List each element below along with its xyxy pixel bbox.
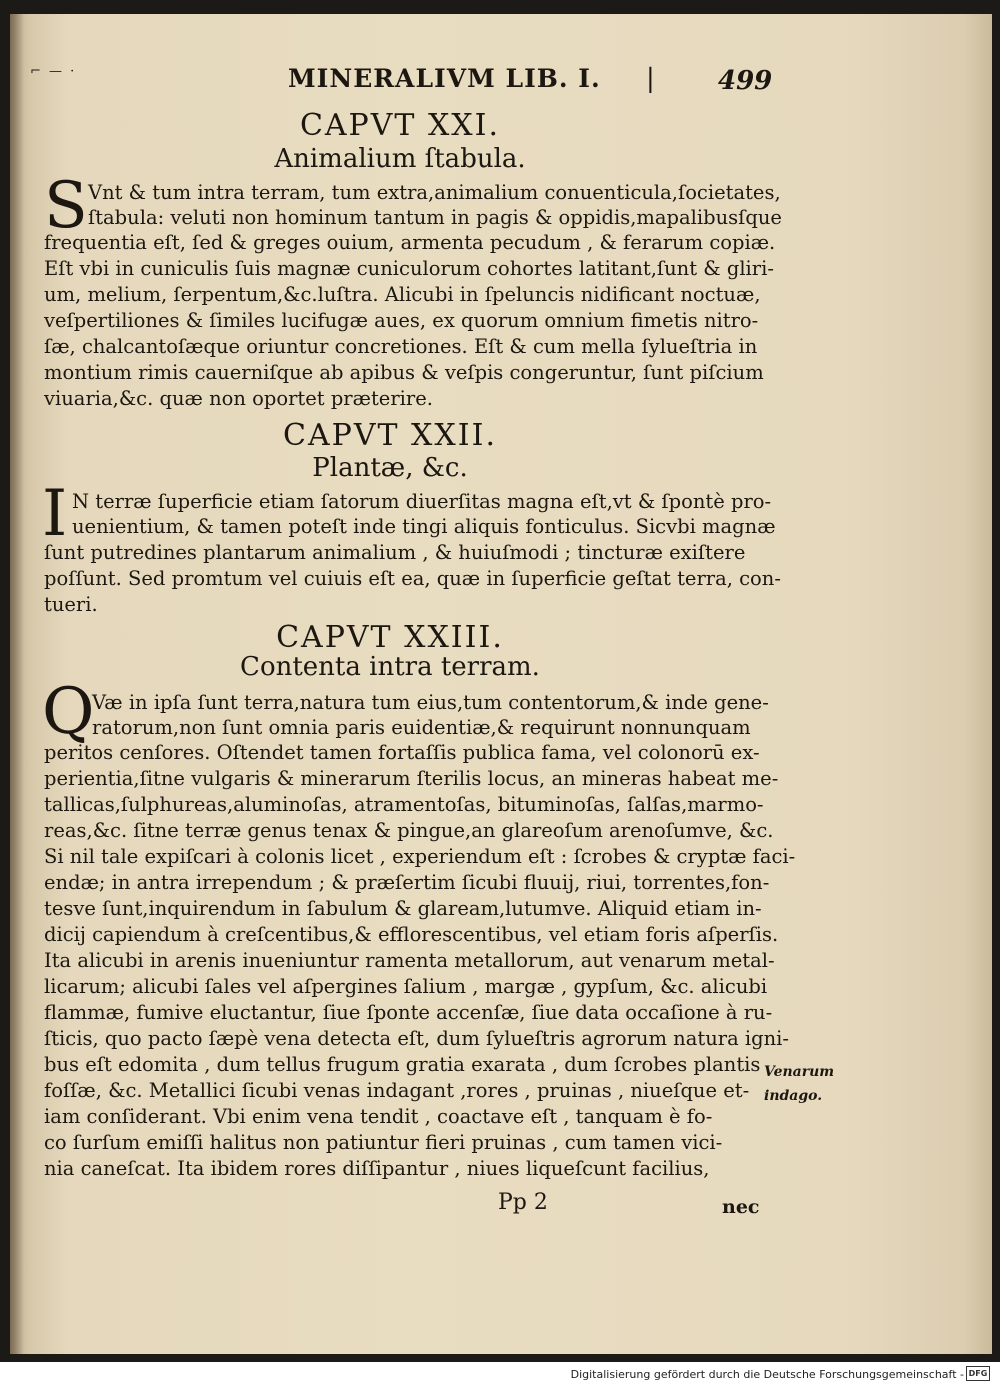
text-line: um, melium, ſerpentum,&c.luſtra. Alicubi in ſpeluncis nidificant noctuæ, [44, 283, 761, 306]
chapter-heading: CAPVT XXI. [299, 108, 501, 143]
text-line: Eſt vbi in cuniculis ſuis magnæ cuniculorum cohortes latitant,ſunt & gliri- [44, 257, 774, 280]
catchword: nec [722, 1196, 760, 1218]
text-line: frequentia eſt, ſed & greges ouium, armenta pecudum , & ferarum copiæ. [44, 231, 776, 254]
drop-cap: Q [42, 675, 95, 749]
corner-mark: ⌐ — · [30, 64, 77, 79]
head-separator: | [646, 64, 655, 94]
text-line: ratorum,non ſunt omnia paris euidentiæ,& requirunt nonnunquam [92, 716, 751, 739]
text-line: poſſunt. Sed promtum vel cuiuis eſt ea, quæ in ſuperficie geſtat terra, con- [44, 567, 781, 590]
marginal-note: Venarum [764, 1064, 835, 1080]
text-line: iam conſiderant. Vbi enim vena tendit , coactave eſt , tanquam è fo- [44, 1105, 713, 1128]
text-line: endæ; in antra irrependum ; & præſertim ſicubi fluuij, riui, torrentes,fon- [44, 871, 770, 894]
text-line: licarum; alicubi ſales vel aſpergines ſalium , margæ , gypſum, &c. alicubi [44, 975, 768, 998]
text-line: Væ in ipſa ſunt terra,natura tum eius,tum contentorum,& inde gene- [92, 691, 769, 714]
text-line: dicij capiendum à creſcentibus,& efflorescentibus, vel etiam foris aſperſis. [44, 923, 779, 946]
text-line: ſticis, quo pacto ſæpè vena detecta eſt, dum ſylueſtris agrorum natura igni- [44, 1027, 789, 1050]
page-number: 499 [718, 66, 773, 96]
text-line: Si nil tale expiſcari à colonis licet , experiendum eſt : ſcrobes & cryptæ faci- [44, 845, 796, 868]
text-line: reas,&c. ſitne terræ genus tenax & pingue,an glareoſum arenoſumve, &c. [44, 819, 774, 842]
signature-mark: Pp 2 [498, 1190, 548, 1215]
footer-credit: Digitalisierung gefördert durch die Deutsche Forschungsgemeinschaft - [570, 1368, 964, 1381]
text-line: co ſurſum emiſſi halitus non patiuntur fieri pruinas , cum tamen vici- [44, 1131, 723, 1154]
marginal-note: indago. [764, 1088, 823, 1104]
dfg-logo: DFG [966, 1366, 990, 1381]
text-line: tueri. [44, 593, 98, 616]
running-head: MINERALIVM LIB. I. [288, 64, 601, 93]
text-line: ſtabula: veluti non hominum tantum in pagis & oppidis,mapalibusſque [88, 206, 782, 229]
chapter-heading: CAPVT XXII. [283, 418, 497, 453]
text-line: bus eſt edomita , dum tellus frugum gratia exarata , dum ſcrobes plantis [44, 1053, 761, 1076]
text-line: nia caneſcat. Ita ibidem rores diſſipantur , niues liqueſcunt facilius, [44, 1157, 710, 1180]
text-line: montium rimis cauerniſque ab apibus & veſpis congeruntur, ſunt piſcium [44, 361, 764, 384]
text-line: viuaria,&c. quæ non oportet præterire. [44, 387, 433, 410]
chapter-heading: CAPVT XXIII. [276, 620, 504, 655]
text-line: peritos cenſores. Oſtendet tamen fortaſſis publica fama, vel colonorū ex- [44, 741, 760, 764]
text-line: flammæ, fumive eluctantur, ſiue ſponte accenſæ, ſiue data occaſione à ru- [44, 1001, 773, 1024]
text-line: tesve ſunt,inquirendum in ſabulum & glaream,lutumve. Aliquid etiam in- [44, 897, 762, 920]
text-line: foſſæ, &c. Metallici ſicubi venas indagant ,rores , pruinas , niueſque et- [44, 1079, 750, 1102]
drop-cap: I [42, 477, 68, 551]
drop-cap: S [44, 169, 88, 243]
text-line: N terræ ſuperficie etiam ſatorum diuerſitas magna eſt,vt & ſpontè pro- [72, 490, 772, 513]
text-line: tallicas,ſulphureas,aluminoſas, atramentoſas, bituminoſas, ſalſas,marmo- [44, 793, 764, 816]
text-line: ſunt putredines plantarum animalium , & huiuſmodi ; tincturæ exiſtere [44, 541, 746, 564]
text-line: Ita alicubi in arenis inueniuntur ramenta metallorum, aut venarum metal- [44, 949, 775, 972]
text-line: ſæ, chalcantoſæque oriuntur concretiones. Eſt & cum mella ſylueſtria in [44, 335, 758, 358]
chapter-title: Contenta intra terram. [240, 652, 540, 682]
text-line: uenientium, & tamen poteſt inde tingi aliquis fonticulus. Sicvbi magnæ [72, 515, 776, 538]
chapter-title: Plantæ, &c. [312, 453, 468, 483]
text-line: Vnt & tum intra terram, tum extra,animalium conuenticula,ſocietates, [88, 181, 781, 204]
text-line: veſpertiliones & ſimiles lucifugæ aues, ex quorum omnium fimetis nitro- [44, 309, 759, 332]
chapter-title: Animalium ſtabula. [274, 144, 526, 174]
text-line: perientia,ſitne vulgaris & minerarum ſterilis locus, an mineras habeat me- [44, 767, 779, 790]
